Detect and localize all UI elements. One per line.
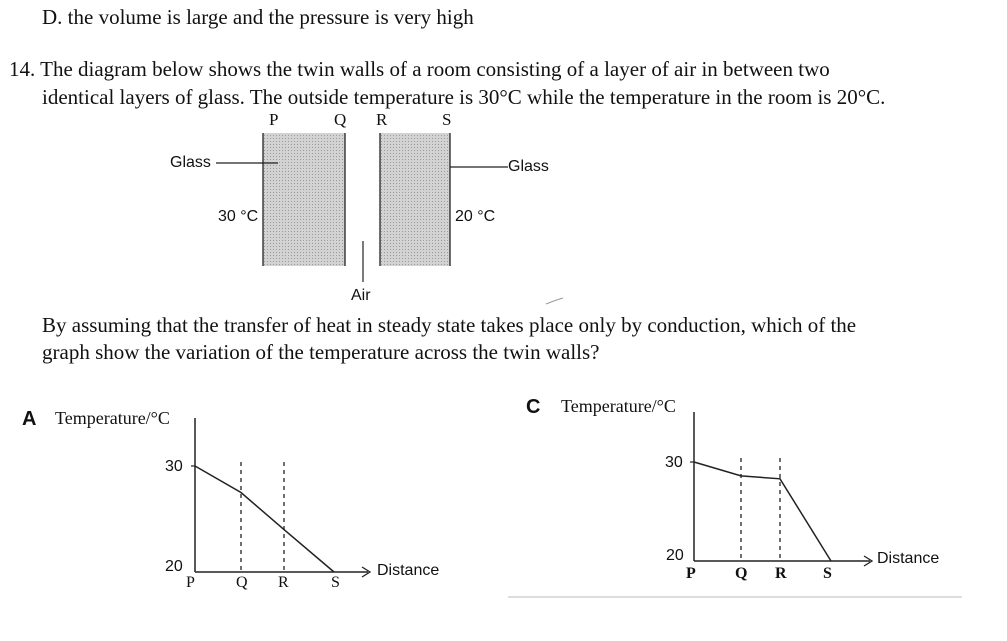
option-a-ylabel: Temperature/°C: [55, 408, 170, 428]
option-c-temperature-line: [694, 462, 831, 561]
question-line-1: 14. The diagram below shows the twin walls of a room consisting of a layer of air in between two: [9, 57, 830, 81]
question-line-3: By assuming that the transfer of heat in steady state takes place only by conduction, which of the: [42, 313, 857, 337]
option-a-y20: 20: [165, 558, 183, 575]
option-a-xlabel: Distance: [377, 562, 440, 579]
glass-label-left: Glass: [170, 154, 211, 171]
outside-temperature-label: 30 °C: [218, 208, 259, 225]
option-c-y30: 30: [665, 454, 683, 471]
option-c-tick-q: Q: [735, 565, 748, 582]
option-a-letter: A: [22, 408, 37, 430]
option-a-tick-s: S: [331, 574, 340, 591]
option-a-tick-q: Q: [236, 574, 248, 591]
option-c-xlabel: Distance: [877, 550, 940, 567]
wall-label-r: R: [376, 110, 388, 129]
option-c-letter: C: [526, 396, 541, 418]
option-c-tick-r: R: [775, 565, 787, 582]
previous-option-d: D. the volume is large and the pressure is very high: [42, 5, 474, 29]
option-c-y20: 20: [666, 547, 684, 564]
room-temperature-label: 20 °C: [455, 208, 496, 225]
glass-label-right: Glass: [508, 158, 549, 175]
option-c-tick-p: P: [686, 565, 696, 582]
option-a-tick-r: R: [278, 574, 289, 591]
option-a-y30: 30: [165, 458, 183, 475]
air-label: Air: [351, 287, 371, 304]
option-a-tick-p: P: [186, 574, 195, 591]
wall-label-s: S: [442, 110, 452, 129]
option-c-tick-s: S: [823, 565, 832, 582]
option-c-ylabel: Temperature/°C: [561, 396, 676, 416]
question-line-4: graph show the variation of the temperature across the twin walls?: [42, 340, 600, 364]
wall-label-q: Q: [334, 110, 347, 129]
question-line-2: identical layers of glass. The outside temperature is 30°C while the temperature in the room is 20°C.: [42, 85, 886, 109]
wall-label-p: P: [269, 110, 279, 129]
